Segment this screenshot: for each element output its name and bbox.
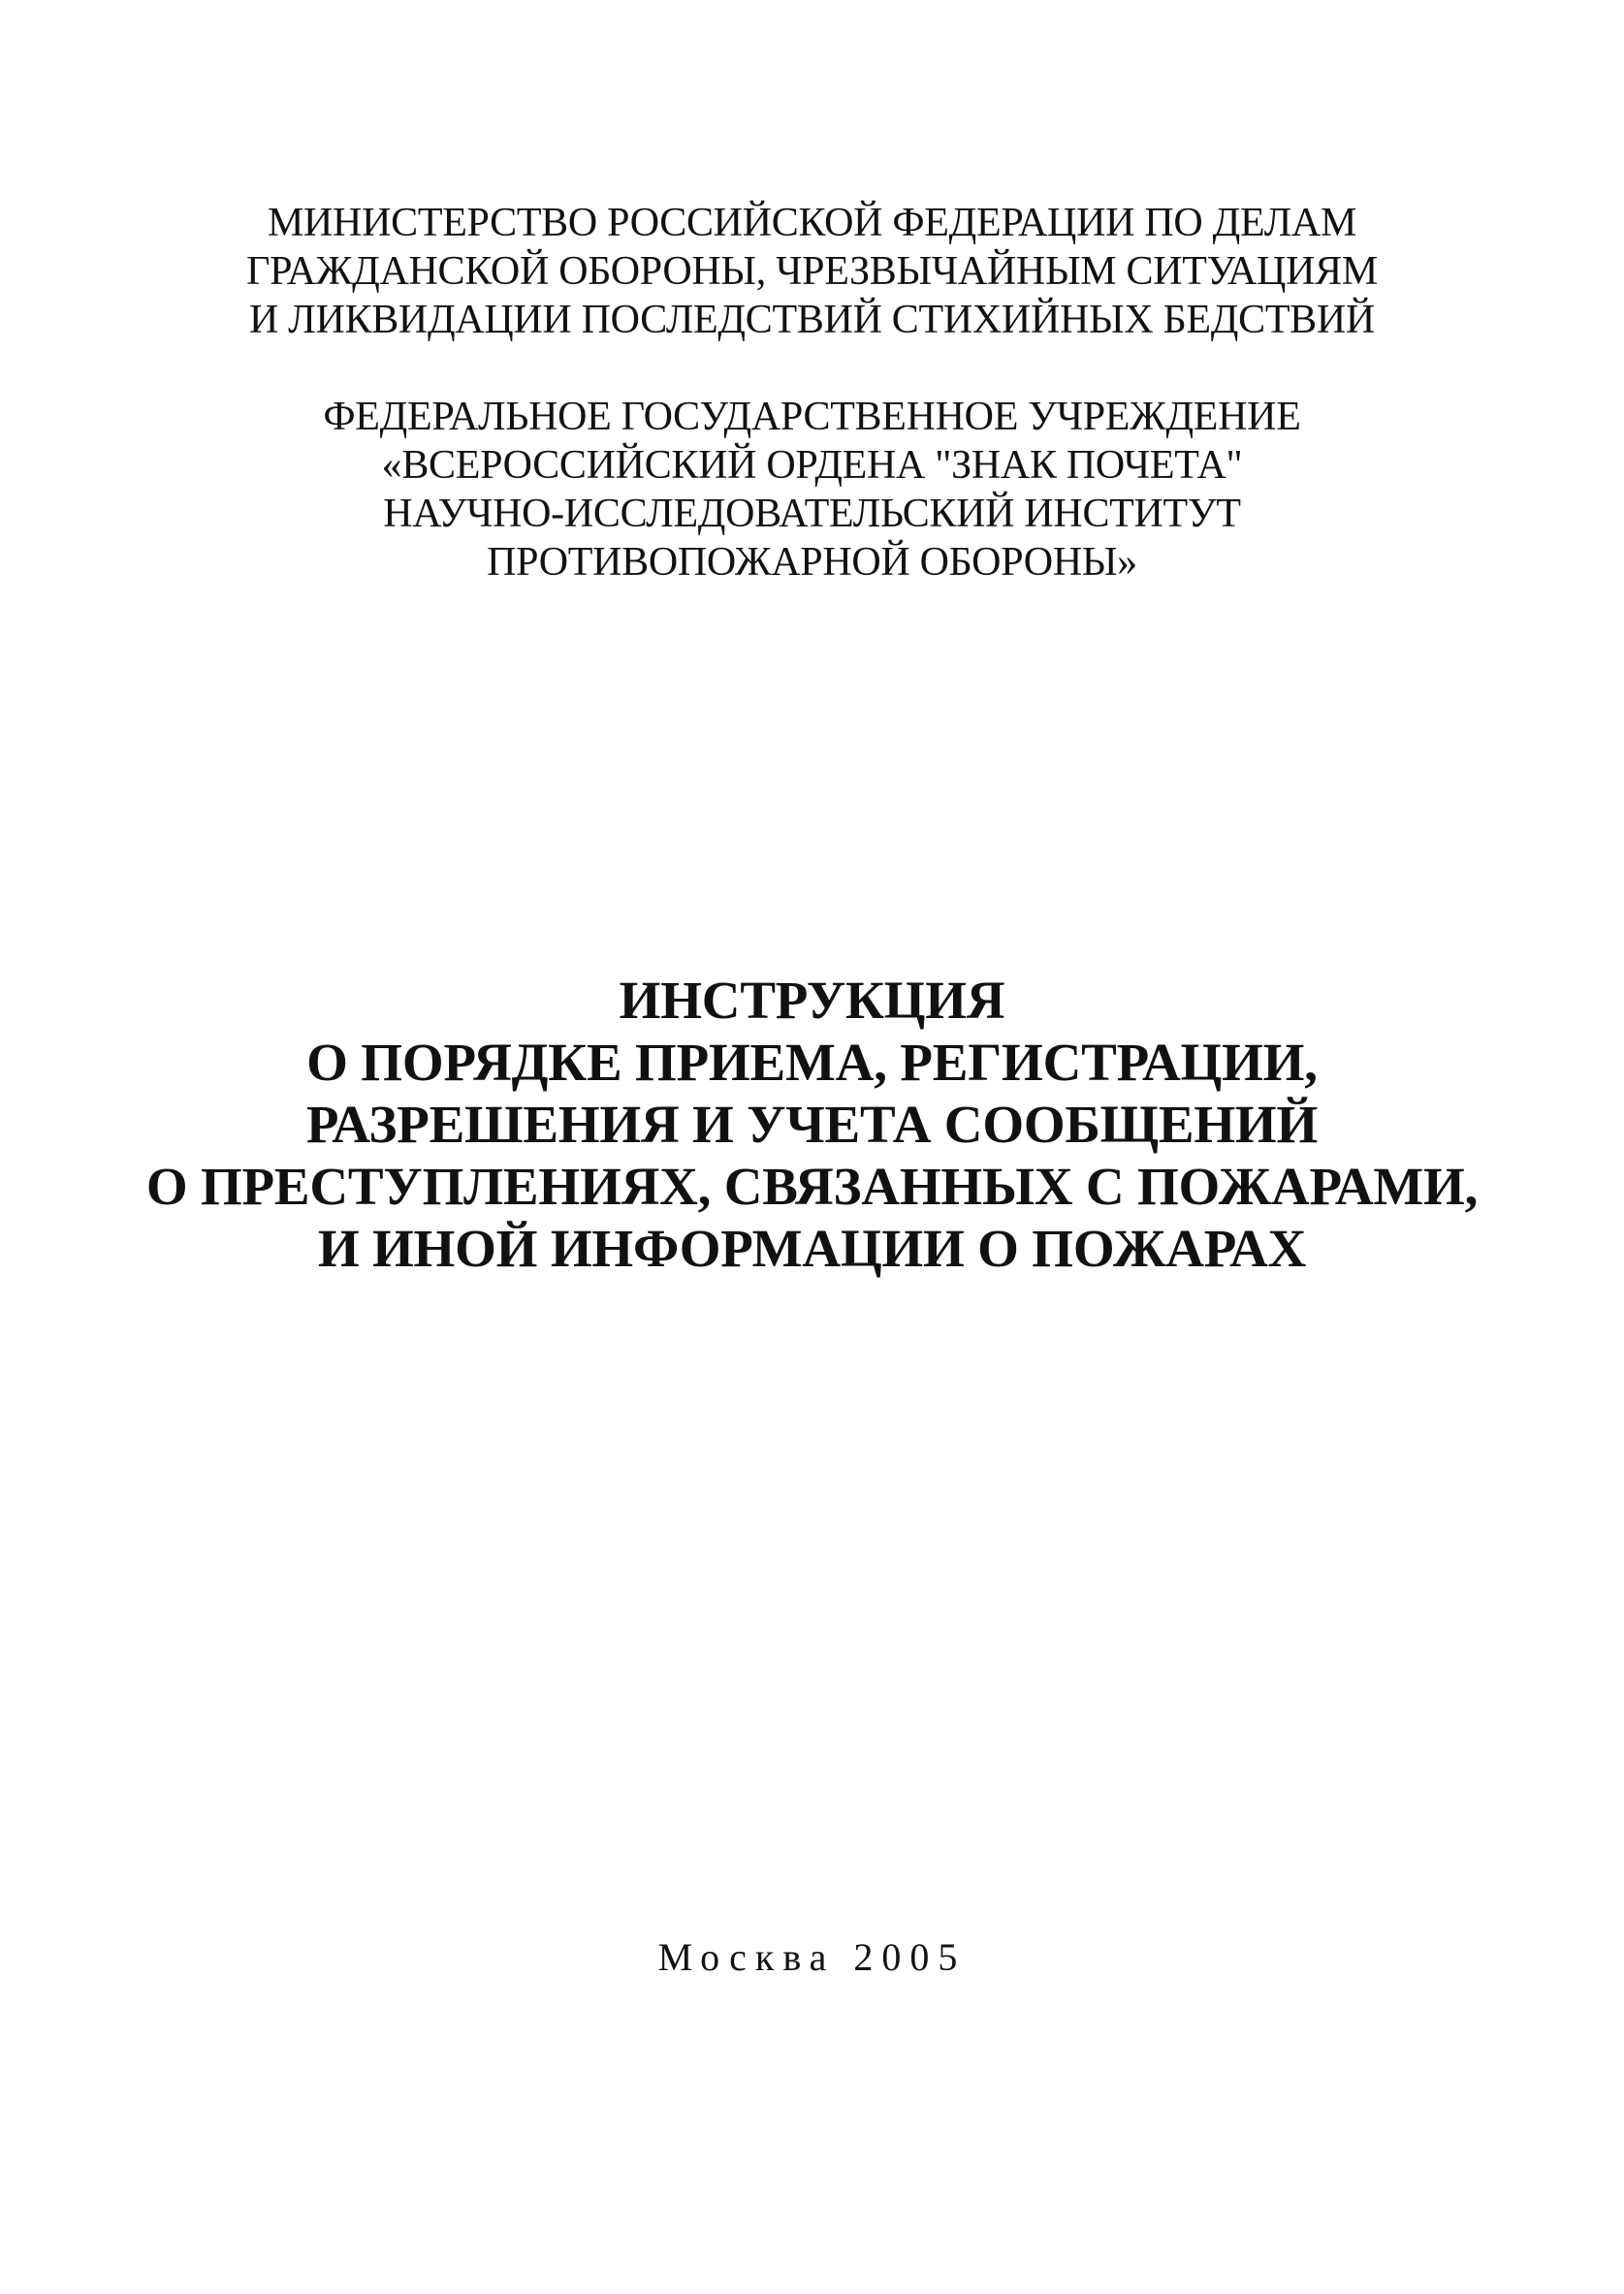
document-title [0, 970, 1624, 1280]
institute-line: ПРОТИВОПОЖАРНОЙ ОБОРОНЫ» [487, 540, 1137, 585]
ministry-line: ГРАЖДАНСКОЙ ОБОРОНЫ, ЧРЕЗВЫЧАЙНЫМ СИТУАЦИЯМ [246, 249, 1378, 294]
place-year: Москва 2005 [657, 1935, 967, 1979]
institute-line: ФЕДЕРАЛЬНОЕ ГОСУДАРСТВЕННОЕ УЧРЕЖДЕНИЕ [323, 395, 1301, 439]
ministry-line: И ЛИКВИДАЦИИ ПОСЛЕДСТВИЙ СТИХИЙНЫХ БЕДСТВИЙ [249, 298, 1375, 342]
title-line: ИНСТРУКЦИЯ [619, 971, 1005, 1030]
institute-header [0, 393, 1624, 587]
title-line: И ИНОЙ ИНФОРМАЦИИ О ПОЖАРАХ [317, 1219, 1307, 1278]
place-year-footer [0, 1934, 1624, 1981]
institute-line: «ВСЕРОССИЙСКИЙ ОРДЕНА "ЗНАК ПОЧЕТА" [381, 443, 1243, 488]
title-line: О ПРЕСТУПЛЕНИЯХ, СВЯЗАННЫХ С ПОЖАРАМИ, [145, 1157, 1479, 1216]
title-line: О ПОРЯДКЕ ПРИЕМА, РЕГИСТРАЦИИ, [306, 1033, 1318, 1092]
ministry-header [0, 199, 1624, 344]
ministry-line: МИНИСТЕРСТВО РОССИЙСКОЙ ФЕДЕРАЦИИ ПО ДЕЛАМ [267, 201, 1357, 245]
title-line: РАЗРЕШЕНИЯ И УЧЕТА СООБЩЕНИЙ [305, 1095, 1319, 1154]
institute-line: НАУЧНО-ИССЛЕДОВАТЕЛЬСКИЙ ИНСТИТУТ [383, 492, 1241, 536]
